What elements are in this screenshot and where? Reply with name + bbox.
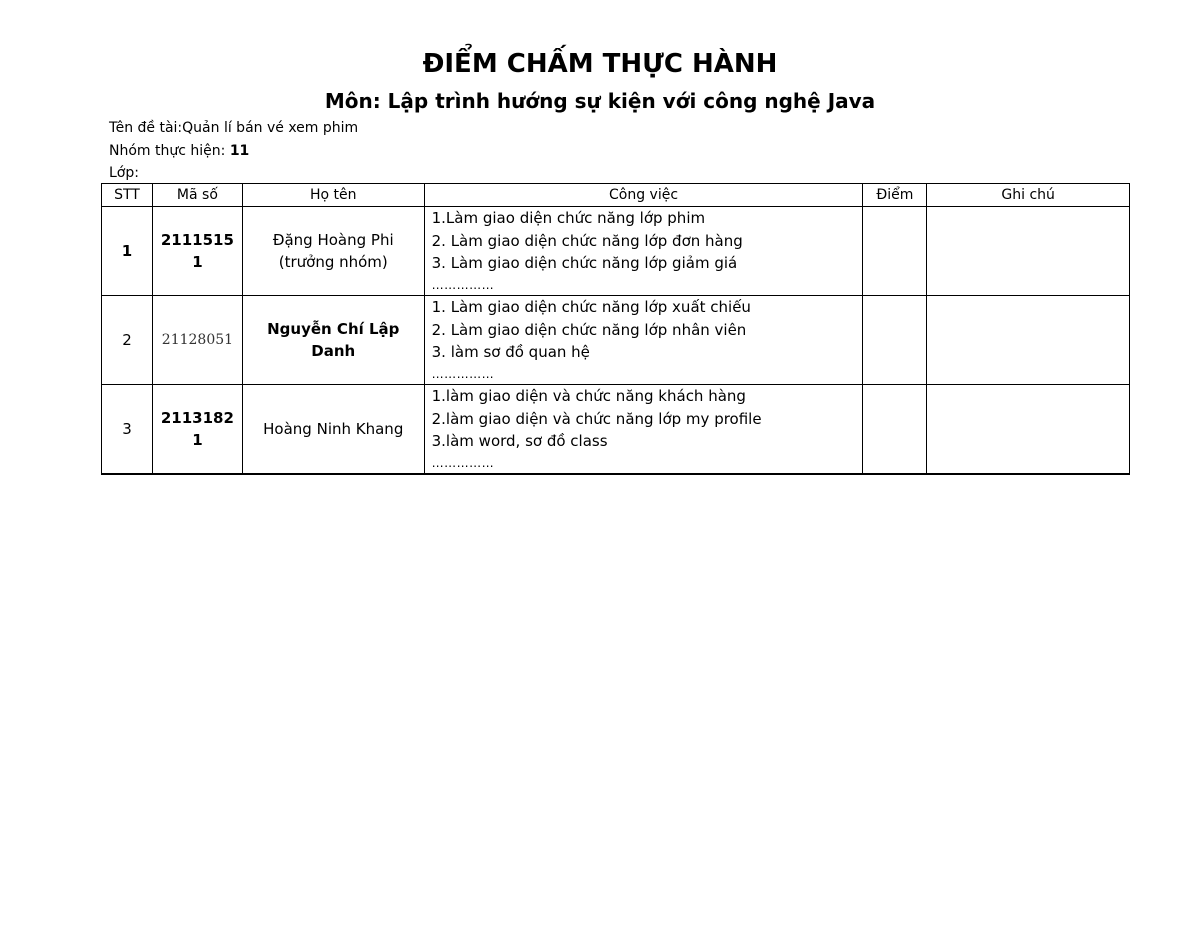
student-id-line1: 2113182	[160, 409, 234, 427]
task-item: 1.Làm giao diện chức năng lớp phim	[431, 209, 706, 227]
header-name: Họ tên	[242, 184, 424, 207]
row-student-name: Nguyễn Chí Lập Danh	[242, 296, 424, 385]
topic-line	[109, 118, 358, 138]
topic-value: Quản lí bán vé xem phim	[182, 120, 359, 136]
task-item: 1.làm giao diện và chức năng khách hàng	[431, 387, 746, 405]
header-note: Ghi chú	[927, 184, 1130, 207]
task-item: 3. làm sơ đồ quan hệ	[431, 343, 590, 361]
row-student-id	[152, 385, 242, 475]
table-header-row	[102, 184, 1130, 207]
header-work: Công việc	[424, 184, 863, 207]
document-title: ĐIỂM CHẤM THỰC HÀNH	[422, 49, 778, 79]
row-stt: 3	[102, 385, 153, 475]
student-id-line1: 2111515	[160, 231, 234, 249]
class-label: Lớp:	[109, 165, 139, 181]
row-score	[863, 385, 927, 475]
row-score	[863, 207, 927, 296]
table-row	[102, 385, 1130, 475]
row-stt: 1	[102, 207, 153, 296]
task-item: 1. Làm giao diện chức năng lớp xuất chiếu	[431, 298, 751, 316]
header-stt: STT	[102, 184, 153, 207]
document-subtitle: Môn: Lập trình hướng sự kiện với công nghệ Java	[324, 89, 876, 113]
row-note	[927, 385, 1130, 475]
topic-label: Tên đề tài:	[109, 120, 183, 136]
task-ellipsis: ……………	[431, 277, 495, 292]
group-label: Nhóm thực hiện:	[109, 143, 230, 159]
row-tasks	[424, 385, 863, 475]
student-name-line1: Đặng Hoàng Phi	[272, 231, 394, 249]
row-tasks	[424, 296, 863, 385]
row-stt: 2	[102, 296, 153, 385]
task-item: 2.làm giao diện và chức năng lớp my profile	[431, 409, 762, 428]
row-score	[863, 296, 927, 385]
header-score: Điểm	[863, 184, 927, 207]
grades-table	[101, 183, 1130, 475]
row-student-id: 21128051	[152, 296, 242, 385]
task-item: 2. Làm giao diện chức năng lớp đơn hàng	[431, 231, 743, 250]
row-student-name	[242, 207, 424, 296]
task-item: 3.làm word, sơ đồ class	[431, 432, 608, 450]
task-item: 3. Làm giao diện chức năng lớp giảm giá	[431, 254, 738, 272]
row-student-id	[152, 207, 242, 296]
row-tasks	[424, 207, 863, 296]
row-note	[927, 296, 1130, 385]
class-line	[109, 163, 139, 183]
task-ellipsis: ……………	[431, 366, 495, 381]
student-id-line2: 1	[192, 431, 203, 449]
student-id-line2: 1	[192, 253, 203, 271]
row-note	[927, 207, 1130, 296]
group-value: 11	[229, 143, 250, 159]
student-name-line2: (trưởng nhóm)	[278, 253, 388, 271]
group-line	[109, 141, 249, 161]
header-id: Mã số	[152, 184, 242, 207]
task-ellipsis: ……………	[431, 455, 495, 470]
row-student-name: Hoàng Ninh Khang	[242, 385, 424, 475]
task-item: 2. Làm giao diện chức năng lớp nhân viên	[431, 320, 747, 339]
table-row	[102, 296, 1130, 385]
table-row	[102, 207, 1130, 296]
